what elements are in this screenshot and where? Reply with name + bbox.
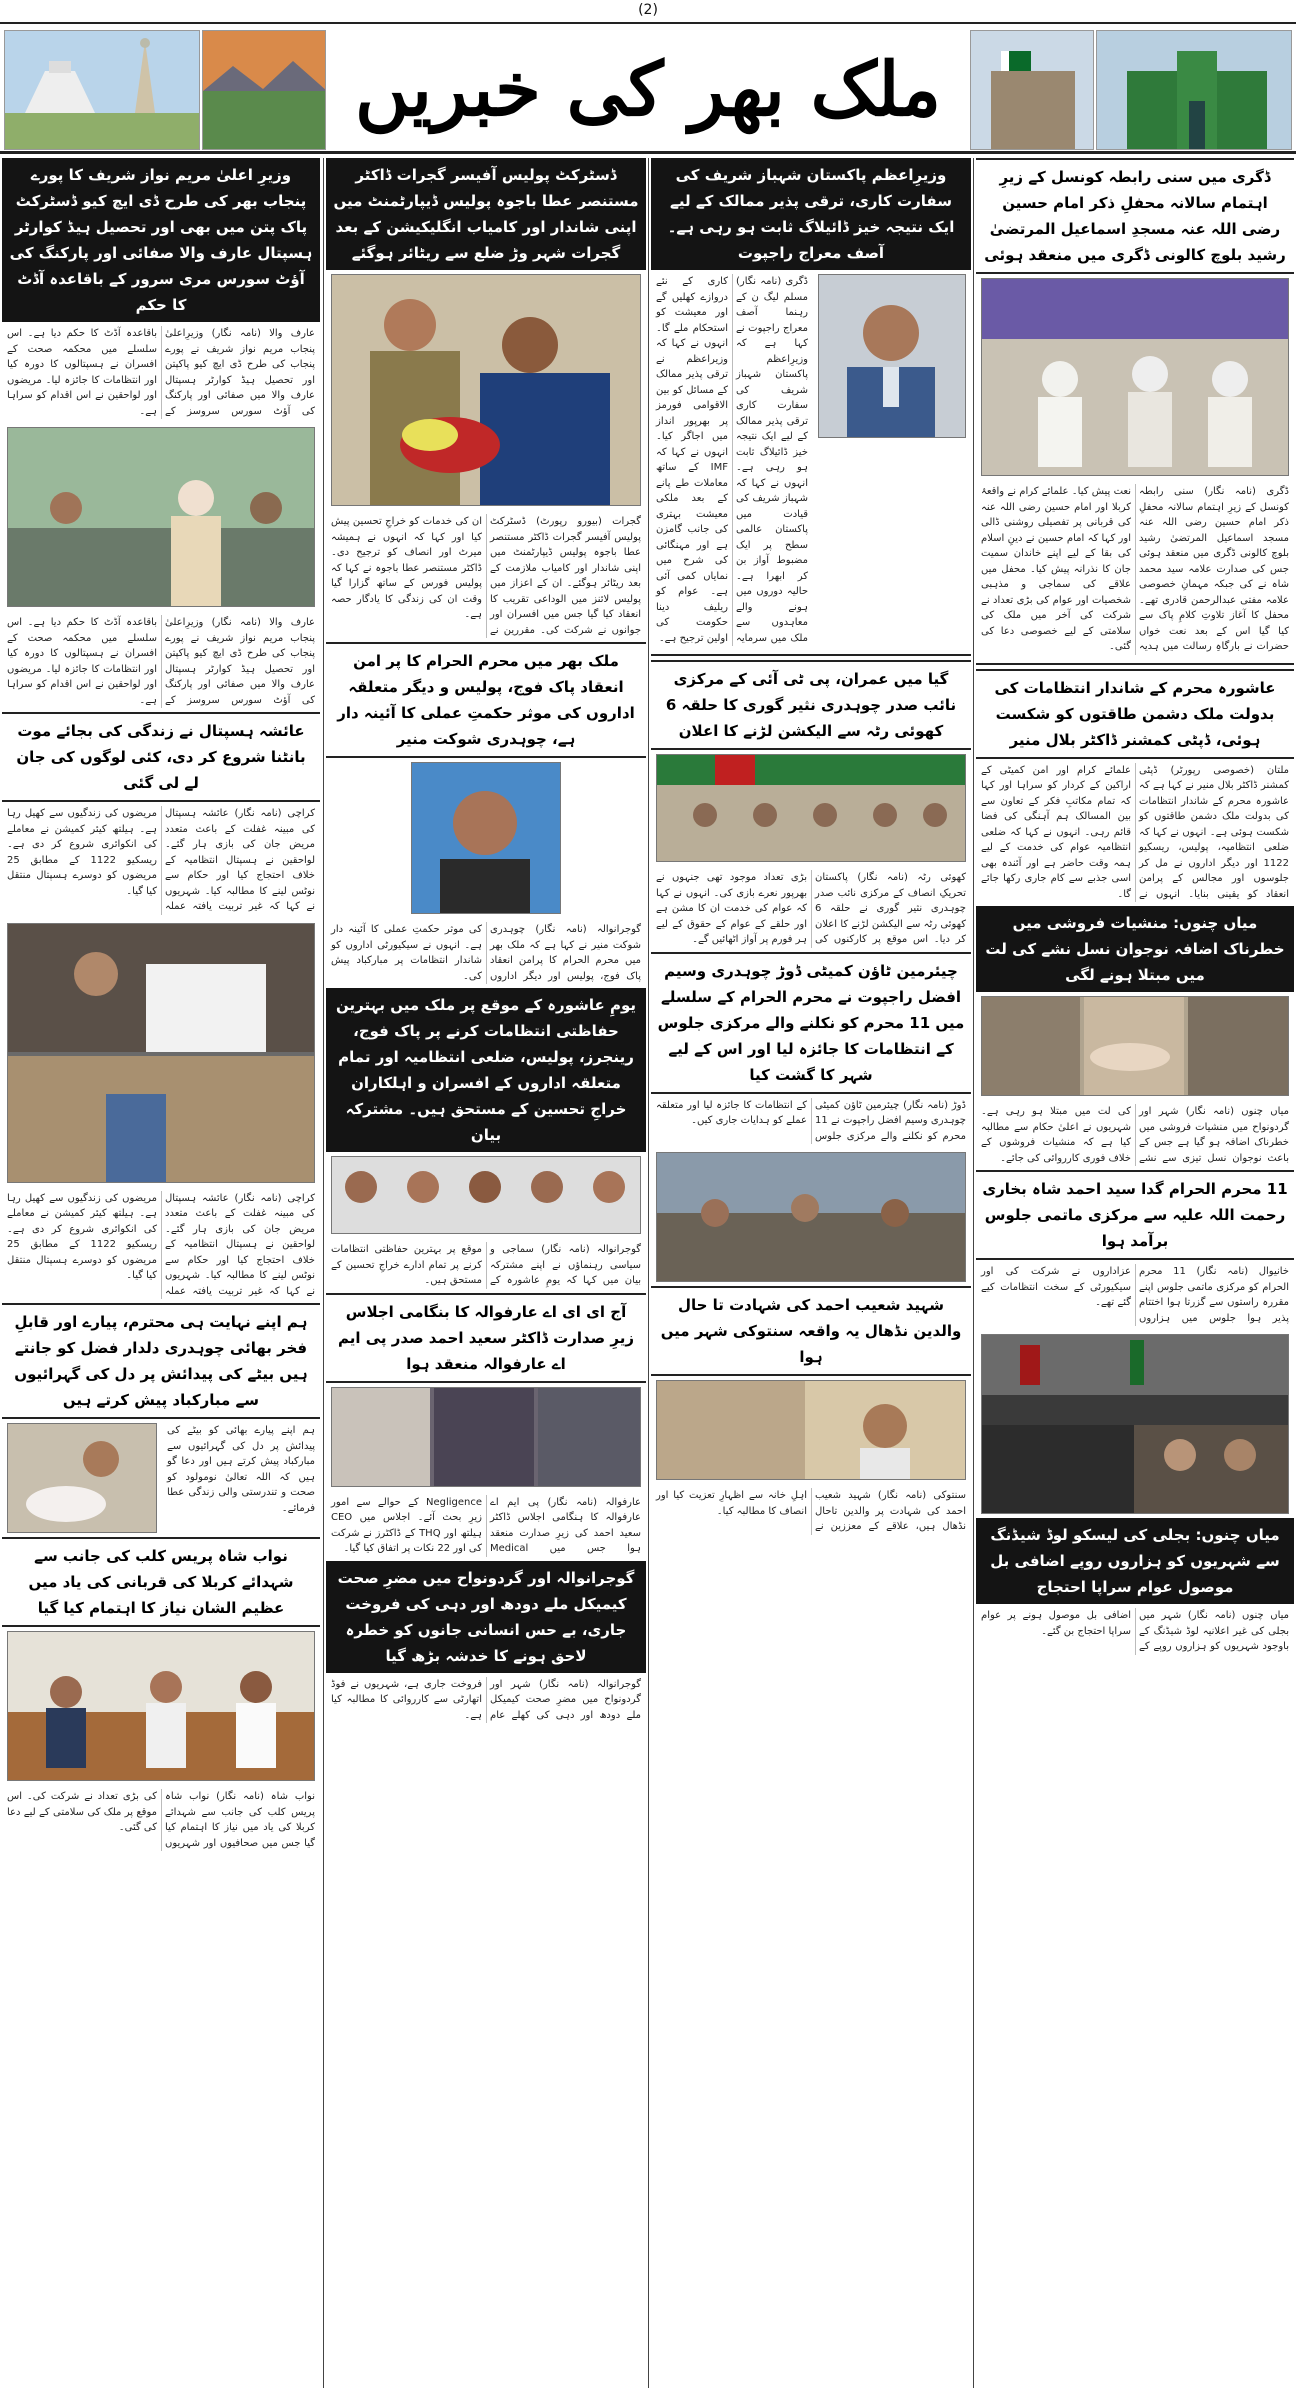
column-4 — [2, 158, 320, 2388]
headline-adulterated-milk: گوجرانوالہ اور گردونواح میں مضرِ صحت کیمیکل ملے دودھ اور دہی کی فروخت جاری، بے حس انسانی جانوں کو خطرہ لاحق ہونے کا خدشہ بڑھ گیا — [326, 1561, 646, 1673]
photo-maryam-visit — [7, 427, 315, 607]
photo-asif-meraj — [818, 274, 966, 438]
divider — [976, 661, 1294, 665]
article-maryam-audit: عارف والا (نامہ نگار) وزیرِاعلیٰ پنجاب مریم نواز شریف نے پورے پنجاب کی طرح ڈی ایچ کیو پاکپتن اور تحصیل ہیڈ کوارٹر ہسپتال عارف والا میں صفائی اور پارکنگ کی آؤٹ سورس سروسز کے باقاعدہ آڈٹ کا حکم دیا ہے۔ اس سلسلے میں محکمہ صحت کے افسران نے ہسپتالوں کا دورہ کیا اور انتظامات کا جائزہ لیا۔ مریضوں اور لواحقین نے اس اقدام کو سراہا ہے۔ — [7, 328, 315, 417]
masthead — [0, 22, 1296, 154]
photo-newborn — [7, 1423, 157, 1533]
photo-hospital — [7, 923, 315, 1183]
headline-dpo-gujrat: ڈسٹرکٹ پولیس آفیسر گجرات ڈاکٹر مستنصر عطا باجوہ پولیس ڈیپارٹمنٹ میں اپنی شاندار اور کامیاب انگلیکیشن کے بعد گجرات شہر وڑ ضلع سے ریٹائر ہوگئے — [326, 158, 646, 270]
photo-procession — [981, 1334, 1289, 1514]
article-mian-channu-electricity: میاں چنوں (نامہ نگار) شہر میں بجلی کی غیر اعلانیہ لوڈ شیڈنگ کے باوجود شہریوں کو ہزاروں روپے کے اضافی بل موصول ہونے پر عوام سراپا احتجاج بن گئے۔ — [981, 1610, 1289, 1652]
article-shehbaz-diplomacy: ڈگری (نامہ نگار) مسلم لیگ ن کے رہنما آصف معراج راجپوت نے کہا ہے کہ وزیرِاعظم پاکستان شہباز شریف کی سفارت کاری ترقی پذیر ممالک کے لیے ایک نتیجہ خیز ڈائیلاگ ثابت ہو رہی ہے۔ انہوں نے کہا کہ شہباز شریف کی قیادت میں پاکستان عالمی سطح پر ایک مضبوط آواز بن کر ابھرا ہے۔ حالیہ دوروں میں ہونے والے معاہدوں سے ملک میں سرمایہ کاری کے نئے دروازے کھلیں گے اور معیشت کو استحکام ملے گا۔ انہوں نے کہا کہ وزیراعظم نے ترقی پذیر ممالک کے مسائل کو بین الاقوامی فورمز پر بھرپور انداز میں اجاگر کیا۔ انہوں نے کہا کہ IMF کے ساتھ معاملات طے پانے کے بعد ملکی معیشت بہتری کی جانب گامزن ہے اور مہنگائی کی شرح میں نمایاں کمی آئی ہے۔ عوام کو ریلیف دینا حکومت کی اولین ترجیح ہے۔ — [656, 276, 808, 644]
column-rule — [323, 158, 324, 2388]
column-rule — [648, 158, 649, 2388]
column-rule — [973, 158, 974, 2388]
headline-town-committee: چیئرمین ٹاؤن کمیٹی ڈوڑ چوہدری وسیم افضل راجپوت نے محرم الحرام کے سلسلے میں 11 محرم کو نکلنے والے مرکزی جلوس کے انتظامات کا جائزہ لیا اور اس کے لیے شہر کا گشت کیا — [651, 952, 971, 1094]
photo-press-club — [7, 1631, 315, 1781]
photo-shoaib — [656, 1380, 966, 1480]
photo-dpo-retirement — [331, 274, 641, 506]
article-ashura-arrangements: ملتان (خصوصی رپورٹر) ڈپٹی کمشنر ڈاکٹر بلال منیر نے کہا ہے کہ عاشورہ محرم کے شاندار انتظامات کی بدولت ملک دشمن طاقتوں کو شکست ہوئی ہے۔ انہوں نے کہا کہ ضلعی انتظامیہ، پولیس، ریسکیو 1122 اور دیگر اداروں نے مل کر جلوسوں اور مجالس کے پرامن انعقاد کو یقینی بنایا۔ انہوں نے علمائے کرام اور امن کمیٹی کے اراکین کے کردار کو سراہا اور کہا کہ تمام مکاتبِ فکر کے تعاون سے بین المسالک ہم آہنگی کی فضا قائم رہی۔ انہوں نے کہا کہ ضلعی انتظامیہ عوام کی خدمت کے لیے ہمہ وقت حاضر ہے اور آئندہ بھی اسی جذبے سے کام جاری رکھا جائے گا۔ — [981, 764, 1289, 900]
headline-ayesha-hospital: عائشہ ہسپتال نے زندگی کی بجائے موت بانٹنا شروع کر دی، کئی لوگوں کی جان لے لی گئی — [2, 712, 320, 802]
article-ayesha-hospital-cont: کراچی (نامہ نگار) عائشہ ہسپتال کی مبینہ غفلت کے باعث متعدد مریض جان کی بازی ہار گئے۔ لواحقین نے ہسپتال انتظامیہ کے خلاف احتجاج کیا اور حکام سے نوٹس لینے کا مطالبہ کیا۔ شہریوں نے کہا کہ غیر تربیت یافتہ عملہ مریضوں کی زندگیوں سے کھیل رہا ہے۔ ہیلتھ کیئر کمیشن نے معاملے کی انکوائری شروع کر دی ہے۔ ریسکیو 1122 کے مطابق 25 مریضوں کو دوسرے ہسپتال منتقل کیا گیا۔ — [7, 1192, 315, 1297]
headline-shehbaz-diplomacy: وزیرِاعظم پاکستان شہباز شریف کی سفارت کاری، ترقی پذیر ممالک کے لیے ایک نتیجہ خیز ڈائیلاگ ثابت ہو رہی ہے۔ آصف معراج راجپوت — [651, 158, 971, 270]
divider — [651, 652, 971, 656]
headline-maryam-audit: وزیرِ اعلیٰ مریم نواز شریف کا پورے پنجاب بھر کی طرح ڈی ایچ کیو ڈسٹرکٹ پاک پتن میں بھی اور تحصیل ہیڈ کوارٹر ہسپتال عارف والا صفائی اور پارکنگ کی آؤٹ سورس مری سرور کے باقاعدہ آڈٹ کا حکم — [2, 158, 320, 322]
headline-ashura-arrangements: عاشورہ محرم کے شاندار انتظامات کی بدولت ملک دشمن طاقتوں کو شکست ہوئی، ڈپٹی کمشنر ڈاکٹر بلال منیر — [976, 669, 1294, 759]
article-ashura-joint-statement: گوجرانوالہ (نامہ نگار) سماجی و سیاسی رہنماؤں نے اپنے مشترکہ بیان میں کہا کہ یومِ عاشورہ کے موقع پر بہترین حفاظتی انتظامات کرنے پر تمام ادارے خراجِ تحسین کے مستحق ہیں۔ — [331, 1244, 641, 1286]
article-shoaib-martyr: سنتوکی (نامہ نگار) شہید شعیب احمد کی شہادت پر والدین تاحال نڈھال ہیں، علاقے کے معززین نے اہلِ خانہ سے اظہارِ تعزیت کیا اور انصاف کا مطالبہ کیا۔ — [656, 1490, 966, 1532]
article-ayesha-hospital: کراچی (نامہ نگار) عائشہ ہسپتال کی مبینہ غفلت کے باعث متعدد مریض جان کی بازی ہار گئے۔ لواحقین نے ہسپتال انتظامیہ کے خلاف احتجاج کیا اور حکام سے نوٹس لینے کا مطالبہ کیا۔ شہریوں نے کہا کہ غیر تربیت یافتہ عملہ مریضوں کی زندگیوں سے کھیل رہا ہے۔ ہیلتھ کیئر کمیشن نے معاملے کی انکوائری شروع کر دی ہے۔ ریسکیو 1122 کے مطابق 25 مریضوں کو دوسرے ہسپتال منتقل کیا گیا۔ — [7, 808, 315, 912]
photo-town-committee — [656, 1152, 966, 1282]
photo-shaukat-munir — [411, 762, 561, 914]
article-maryam-audit-cont: عارف والا (نامہ نگار) وزیرِاعلیٰ پنجاب مریم نواز شریف نے پورے پنجاب کی طرح ڈی ایچ کیو پاکپتن اور تحصیل ہیڈ کوارٹر ہسپتال عارف والا میں صفائی اور پارکنگ کی آؤٹ سورس سروسز کے باقاعدہ آڈٹ کا حکم دیا ہے۔ اس سلسلے میں محکمہ صحت کے افسران نے ہسپتالوں کا دورہ کیا اور انتظامات کا جائزہ لیا۔ مریضوں اور لواحقین نے اس اقدام کو سراہا ہے۔ — [7, 617, 315, 706]
masthead-photo-flag — [970, 30, 1094, 150]
article-dharga-mehfil: ڈگری (نامہ نگار) سنی رابطہ کونسل کے زیرِ اہتمام سالانہ محفلِ ذکر امام حسین رضی اللہ عنہ مسجد اسماعیل المرتضیٰ رشید بلوچ کالونی ڈگری میں منعقد ہوئی جس کی صدارت علامہ سید محمد شاہ نے کی جبکہ مہمانِ خصوصی علامہ مفتی عبدالرحمن قادری تھے۔ محفل کا آغاز تلاوتِ کلامِ پاک سے کیا گیا اس کے بعد نعت خواں حضرات نے بارگاہِ رسالت میں ہدیہ نعت پیش کیا۔ علمائے کرام نے واقعۂ کربلا اور امام حسین رضی اللہ عنہ کی قربانی پر تفصیلی روشنی ڈالی اور کہا کہ امام حسین نے دینِ اسلام کی بقا کے لیے اپنے خاندان سمیت جان کا نذرانہ پیش کیا۔ محفل میں علاقے کی سماجی و مذہبی شخصیات اور عوام کی بڑی تعداد نے شرکت کی آخر میں ملک کی سلامتی کے لیے خصوصی دعا کی گئی۔ — [981, 486, 1289, 652]
column-2 — [651, 158, 971, 2388]
headline-mian-channu-drugs: میاں چنوں: منشیات فروشی میں خطرناک اضافہ نوجوان نسل نشے کی لت میں مبتلا ہونے لگی — [976, 906, 1294, 992]
article-congratulations: ہم اپنے پیارے بھائی کو بیٹے کی پیدائش پر دل کی گہرائیوں سے مبارکباد پیش کرتے ہیں اور دعا گو ہیں کہ اللہ تعالیٰ نومولود کو صحت و تندرستی والی زندگی عطا فرمائے۔ — [167, 1425, 315, 1514]
headline-shoaib-martyr: شہید شعیب احمد کی شہادت تا حال والدین نڈھال یہ واقعہ سنتوکی شہر میں ہوا — [651, 1286, 971, 1376]
article-mian-channu-drugs: میاں چنوں (نامہ نگار) شہر اور گردونواح میں منشیات فروشی میں خطرناک اضافہ ہو گیا ہے جس کے باعث نوجوان نسل تیزی سے نشے کی لت میں مبتلا ہو رہی ہے۔ شہریوں نے اعلیٰ حکام سے مطالبہ کیا ہے کہ منشیات فروشوں کے خلاف فوری کارروائی کی جائے۔ — [981, 1106, 1289, 1164]
headline-pti-election: گیا میں عمران، پی ٹی آئی کے مرکزی نائب صدر چوہدری نثیر گوری کا حلقہ 6 کھوئی رٹہ سے الیکشن لڑنے کا اعلان — [651, 660, 971, 750]
headline-muharram-procession: 11 محرم الحرام گدا سید احمد شاہ بخاری رحمت اللہ علیہ سے مرکزی ماتمی جلوس برآمد ہوا — [976, 1170, 1294, 1260]
article-muharram-procession: خانیوال (نامہ نگار) 11 محرم الحرام کو مرکزی ماتمی جلوس اپنے مقررہ راستوں سے گزرتا ہوا اختتام پذیر ہوا جلوس میں ہزاروں عزاداروں نے شرکت کی اور سیکیورٹی کے سخت انتظامات کیے گئے تھے۔ — [981, 1266, 1289, 1324]
article-dpo-gujrat: گجرات (بیورو رپورٹ) ڈسٹرکٹ پولیس آفیسر گجرات ڈاکٹر مستنصر عطا باجوہ پولیس ڈیپارٹمنٹ میں اپنی شاندار اور کامیاب ملازمت کے بعد ریٹائر ہوگئے۔ ان کے اعزاز میں پولیس لائنز میں الوداعی تقریب کا انعقاد کیا گیا جس میں افسران اور جوانوں نے شرکت کی۔ مقررین نے ان کی خدمات کو خراجِ تحسین پیش کیا اور کہا کہ انہوں نے ہمیشہ میرٹ اور انصاف کو ترجیح دی۔ ڈاکٹر مستنصر عطا باجوہ نے کہا کہ پولیس فورس کے ساتھ گزارا گیا وقت ان کی زندگی کا یادگار حصہ ہے۔ — [331, 516, 641, 636]
photo-pma-meeting — [331, 1387, 641, 1487]
headline-dharga-mehfil: ڈگری میں سنی رابطہ کونسل کے زیرِ اہتمام سالانہ محفلِ ذکر امام حسین رضی اللہ عنہ مسجدِ اسماعیل المرتضیٰ رشید بلوچ کالونی ڈگری میں منعقد ہوئی — [976, 158, 1294, 274]
photo-drug-addicts — [981, 996, 1289, 1096]
headline-nawabshah-press-club: نواب شاہ پریس کلب کی جانب سے شہدائے کربلا کی قربانی کی یاد میں عظیم الشان نیاز کا اہتمام کیا گیا — [2, 1537, 320, 1627]
column-1 — [976, 158, 1294, 2388]
headline-shaukat-munir: ملک بھر میں محرم الحرام کا پر امن انعقاد پاک فوج، پولیس و دیگر متعلقہ اداروں کی موثر حکمتِ عملی کا آئینہ دار ہے، چوہدری شوکت منیر — [326, 642, 646, 758]
headline-ashura-joint-statement: یومِ عاشورہ کے موقع پر ملک میں بہترین حفاظتی انتظامات کرنے پر پاک فوج، رینجرز، پولیس، ضلعی انتظامیہ اور تمام متعلقہ اداروں کے افسران و اہلکاران خراجِ تحسین کے مستحق ہیں۔ مشترکہ بیان — [326, 988, 646, 1152]
headline-mian-channu-electricity: میاں چنوں: بجلی کی لیسکو لوڈ شیڈنگ سے شہریوں کو ہزاروں روپے اضافی بل موصول عوام سراپا احتجاج — [976, 1518, 1294, 1604]
article-nawabshah-press-club: نواب شاہ (نامہ نگار) نواب شاہ پریس کلب کی جانب سے شہدائے کربلا کی یاد میں نیاز کا اہتمام کیا گیا جس میں صحافیوں اور شہریوں کی بڑی تعداد نے شرکت کی۔ اس موقع پر ملک کی سلامتی کے لیے دعا کی گئی۔ — [7, 1791, 315, 1849]
photo-pti-workers — [656, 754, 966, 862]
page-number: (2) — [638, 2, 658, 18]
masthead-title: ملک بھر کی خبریں — [355, 47, 941, 133]
headline-congratulations: ہم اپنے نہایت ہی محترم، پیارے اور قابلِ فخر بھائی چوہدری دلدار فضل کو جانتے ہیں بیٹے کی پیدائش پر دل کی گہرائیوں سے مبارکباد پیش کرتے ہیں — [2, 1303, 320, 1419]
photo-mehfil-gathering — [981, 278, 1289, 476]
headline-pma-arifwala: آج ای ای اے عارفوالہ کا بنگامی اجلاس زیرِ صدارت ڈاکٹر سعید احمد صدر پی ایم اے عارفوالہ منعقد ہوا — [326, 1293, 646, 1383]
column-3 — [326, 158, 646, 2388]
masthead-photo-fort — [1096, 30, 1292, 150]
article-pti-election: کھوئی رٹہ (نامہ نگار) پاکستان تحریکِ انصاف کے مرکزی نائب صدر چوہدری نثیر گوری نے حلقہ 6 کھوئی رٹہ سے الیکشن لڑنے کا اعلان کر دیا۔ اس موقع پر کارکنوں کی بڑی تعداد موجود تھی جنہوں نے بھرپور نعرے بازی کی۔ انہوں نے کہا کہ عوام کی خدمت ان کا مشن ہے اور حلقے کے عوام کے حقوق کے لیے ہر فورم پر آواز اٹھائیں گے۔ — [656, 872, 966, 945]
article-pma-arifwala: عارفوالہ (نامہ نگار) پی ایم اے عارفوالہ کا ہنگامی اجلاس ڈاکٹر سعید احمد کی زیرِ صدارت منعقد ہوا جس میں Medical Negligence کے حوالے سے امور زیرِ بحث آئے۔ اجلاس میں CEO ہیلتھ اور THQ کے ڈاکٹرز نے شرکت کی اور 22 نکات پر اتفاق کیا گیا۔ — [331, 1496, 641, 1554]
article-adulterated-milk: گوجرانوالہ (نامہ نگار) شہر اور گردونواح میں مضرِ صحت کیمیکل ملے دودھ اور دہی کی کھلے عام فروخت جاری ہے، شہریوں نے فوڈ اتھارٹی سے کارروائی کا مطالبہ کیا ہے۔ — [331, 1678, 641, 1721]
article-town-committee: ڈوڑ (نامہ نگار) چیئرمین ٹاؤن کمیٹی چوہدری وسیم افضل راجپوت نے 11 محرم کو نکلنے والے مرکزی جلوس کے انتظامات کا جائزہ لیا اور متعلقہ عملے کو ہدایات جاری کیں۔ — [656, 1099, 966, 1142]
article-shaukat-munir: گوجرانوالہ (نامہ نگار) چوہدری شوکت منیر نے کہا ہے کہ ملک بھر میں محرم الحرام کا پرامن انعقاد پاک فوج، پولیس اور دیگر اداروں کی موثر حکمتِ عملی کا آئینہ دار ہے۔ انہوں نے سیکیورٹی اداروں کو شاندار انتظامات پر مبارکباد پیش کی۔ — [331, 924, 641, 982]
masthead-photo-mazar-e-quaid — [4, 30, 200, 150]
photo-leaders-row — [331, 1156, 641, 1234]
masthead-photo-landscape — [202, 30, 326, 150]
